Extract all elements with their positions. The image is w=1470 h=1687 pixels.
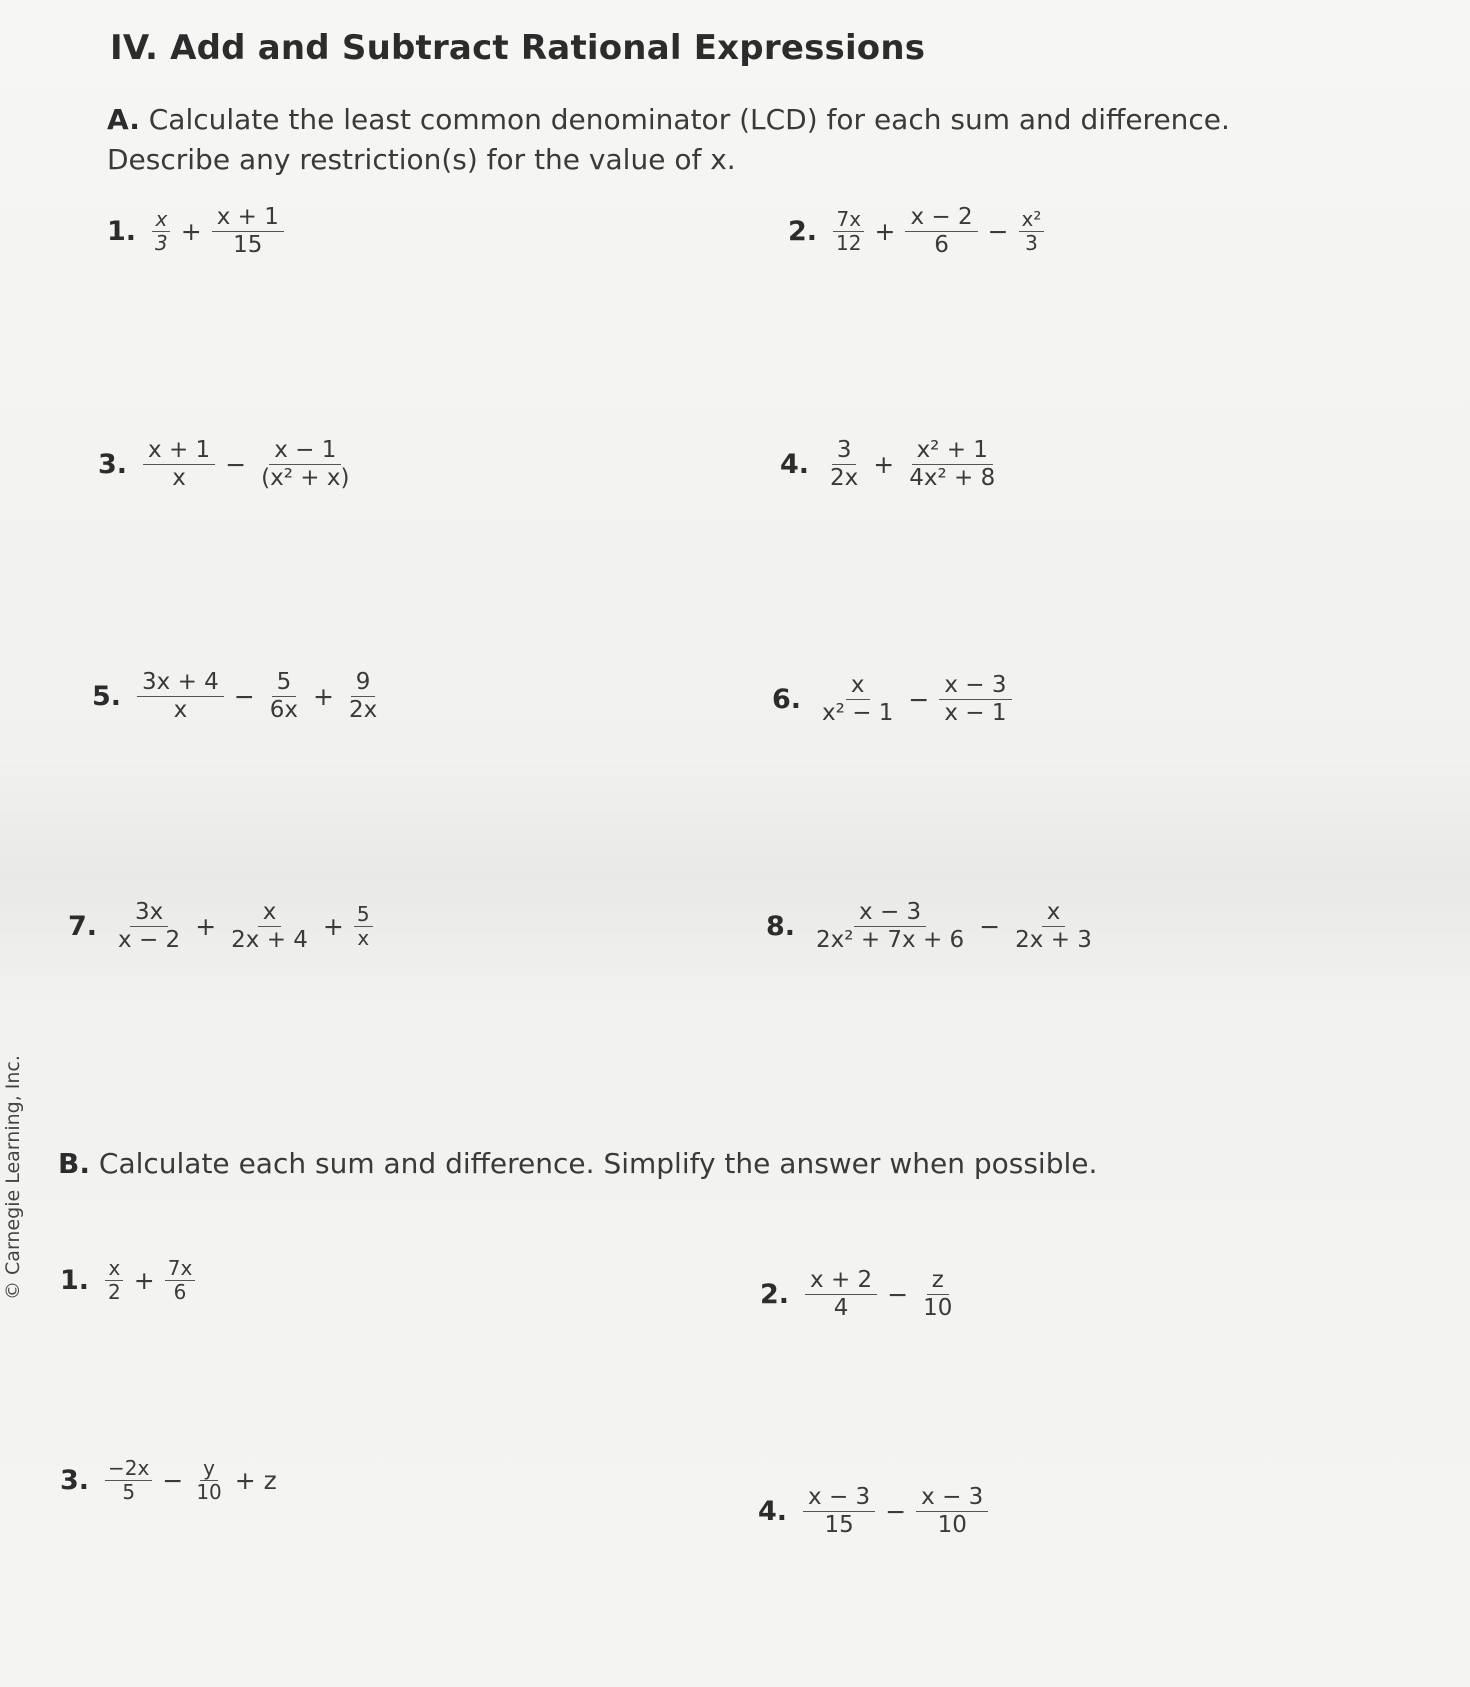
numerator: x − 2 <box>905 205 977 232</box>
problem-number: 3. <box>60 1465 90 1496</box>
problem-number: 6. <box>772 684 802 715</box>
problem-a6 <box>772 673 1016 726</box>
denominator: x − 2 <box>118 927 181 953</box>
numerator: x − 3 <box>916 1485 988 1512</box>
numerator: x + 1 <box>143 438 215 465</box>
operator: − <box>162 1466 184 1495</box>
denominator: 10 <box>196 1480 222 1504</box>
copyright-text: © Carnegie Learning, Inc. <box>2 1055 24 1300</box>
fraction <box>152 209 171 254</box>
fraction <box>212 205 284 258</box>
fraction <box>137 670 224 723</box>
fraction <box>811 900 969 953</box>
numerator: 3 <box>832 438 857 465</box>
numerator: x − 3 <box>939 673 1011 700</box>
numerator: −2x <box>105 1458 152 1481</box>
denominator: 4 <box>833 1295 849 1321</box>
numerator: 9 <box>351 670 376 697</box>
fraction <box>105 1458 152 1503</box>
fraction <box>916 1485 988 1538</box>
section-a-text: Calculate the least common denominator (LCD) for each sum and difference. Describe any restriction(s) for the value of x. <box>107 103 1230 176</box>
denominator: x − 1 <box>944 700 1007 726</box>
problem-number: 2. <box>788 216 818 247</box>
numerator: 5 <box>272 670 297 697</box>
operator: + <box>133 1266 155 1295</box>
numerator: x <box>105 1258 123 1281</box>
fraction <box>904 438 1000 491</box>
numerator: x² <box>1019 209 1045 232</box>
denominator: 2 <box>108 1280 121 1304</box>
problem-b2 <box>760 1268 961 1321</box>
problem-number: 4. <box>758 1496 788 1527</box>
denominator: 6x <box>269 697 299 723</box>
denominator: 10 <box>937 1512 967 1538</box>
problem-a7 <box>68 900 377 953</box>
denominator: x <box>357 926 370 950</box>
denominator: 15 <box>233 232 263 258</box>
fraction <box>113 900 185 953</box>
section-b-label: B. <box>58 1147 90 1180</box>
denominator: 2x <box>348 697 378 723</box>
numerator: 7x <box>833 209 864 232</box>
fraction <box>226 900 313 953</box>
fraction <box>905 205 977 258</box>
numerator: x + 1 <box>212 205 284 232</box>
operator: + <box>180 217 202 246</box>
section-b-text: Calculate each sum and difference. Simplify the answer when possible. <box>98 1147 1098 1180</box>
operator: + <box>195 912 217 941</box>
numerator: 5 <box>354 904 373 927</box>
problem-b4 <box>758 1485 992 1538</box>
fraction <box>939 673 1011 726</box>
problem-a2 <box>788 205 1048 258</box>
problem-a5 <box>92 670 386 723</box>
page-title: IV. Add and Subtract Rational Expressions <box>110 28 926 68</box>
operator: − <box>885 1497 907 1526</box>
section-b-instruction <box>58 1144 1158 1184</box>
numerator: x − 1 <box>269 438 341 465</box>
fraction <box>803 1485 875 1538</box>
numerator: 7x <box>165 1258 196 1281</box>
fraction <box>105 1258 124 1303</box>
fraction <box>833 209 864 254</box>
fraction <box>1010 900 1097 953</box>
denominator: 6 <box>934 232 949 258</box>
denominator: x <box>173 697 188 723</box>
denominator: (x² + x) <box>261 465 350 491</box>
problem-number: 1. <box>60 1265 90 1296</box>
operator: − <box>887 1280 909 1309</box>
operator: − <box>908 685 930 714</box>
operator: − <box>979 912 1001 941</box>
numerator: 3x <box>130 900 168 927</box>
numerator: x <box>152 209 170 232</box>
problem-a1 <box>107 205 288 258</box>
denominator: 6 <box>173 1280 187 1304</box>
problem-number: 8. <box>766 911 796 942</box>
problem-a4 <box>780 438 1004 491</box>
fraction <box>918 1268 957 1321</box>
section-a-label: A. <box>107 103 140 136</box>
denominator: 15 <box>824 1512 854 1538</box>
problem-number: 2. <box>760 1279 790 1310</box>
numerator: y <box>200 1458 218 1481</box>
problem-number: 7. <box>68 911 98 942</box>
denominator: x <box>172 465 186 491</box>
fraction <box>817 673 898 726</box>
problem-b3 <box>60 1458 283 1503</box>
denominator: 4x² + 8 <box>909 465 996 491</box>
fraction <box>193 1458 224 1503</box>
fraction <box>1019 209 1045 254</box>
denominator: 2x + 4 <box>231 927 308 953</box>
denominator: 2x + 3 <box>1015 927 1092 953</box>
fraction <box>354 904 373 949</box>
denominator: 12 <box>836 231 862 255</box>
numerator: x − 3 <box>803 1485 875 1512</box>
denominator: 3 <box>155 231 168 255</box>
numerator: x + 2 <box>805 1268 877 1295</box>
operator: − <box>225 450 247 479</box>
problem-b1 <box>60 1258 199 1303</box>
operator: + <box>313 682 334 711</box>
denominator: 2x² + 7x + 6 <box>816 927 965 953</box>
fraction <box>805 1268 877 1321</box>
numerator: x <box>258 900 282 927</box>
operator: − <box>233 682 255 711</box>
problem-number: 1. <box>107 216 137 247</box>
fraction <box>344 670 382 723</box>
numerator: x − 3 <box>854 900 926 927</box>
numerator: z <box>927 1268 949 1295</box>
operator: + <box>873 450 895 479</box>
operator: + z <box>234 1466 277 1495</box>
numerator: 3x + 4 <box>137 670 224 697</box>
operator: + <box>322 912 344 941</box>
problem-a8 <box>766 900 1101 953</box>
denominator: 2x <box>830 465 859 491</box>
operator: + <box>874 217 896 246</box>
fraction <box>265 670 303 723</box>
denominator: x² − 1 <box>822 700 894 726</box>
problem-a3 <box>98 438 358 491</box>
numerator: x² + 1 <box>912 438 993 465</box>
fraction <box>165 1258 196 1303</box>
section-a-instruction <box>107 100 1337 180</box>
fraction <box>256 438 354 491</box>
denominator: 5 <box>122 1480 136 1504</box>
denominator: 3 <box>1025 231 1038 255</box>
problem-number: 5. <box>92 681 122 712</box>
numerator: x <box>846 673 870 700</box>
denominator: 10 <box>923 1295 953 1321</box>
problem-number: 3. <box>98 449 128 480</box>
operator: − <box>987 217 1009 246</box>
fraction <box>825 438 863 491</box>
fraction <box>143 438 215 491</box>
numerator: x <box>1042 900 1066 927</box>
problem-number: 4. <box>780 449 810 480</box>
